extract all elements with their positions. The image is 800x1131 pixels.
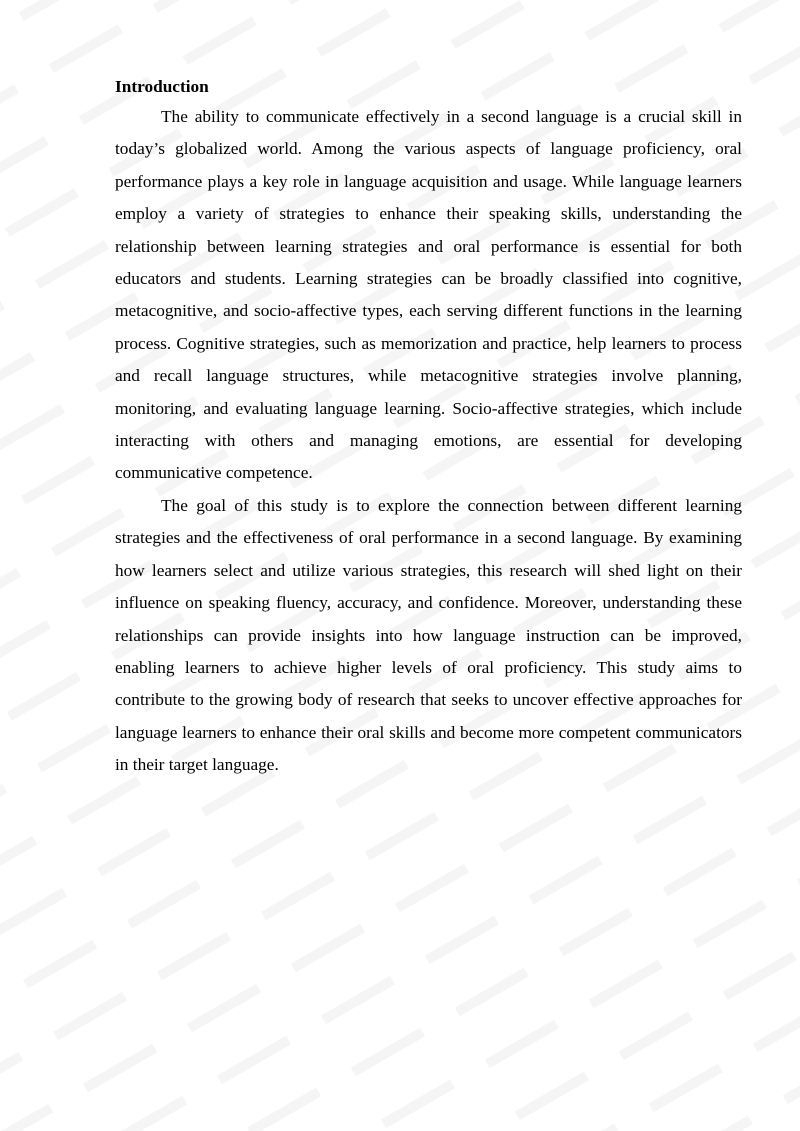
paragraph-1: The ability to communicate effectively in a second language is a crucial skill in today’s globalized world. Among the various aspects of language proficiency, oral performance plays a key role in language acquisition and usage. While language learners employ a variety of strategies to enhance their speaking skills, understanding the relationship between learning strategies and oral performance is essential for both educators and students. Learning strategies can be broadly classified into cognitive, metacognitive, and socio-affective types, each serving different functions in the learning process. Cognitive strategies, such as memorization and practice, help learners to process and recall language structures, while metacognitive strategies involve planning, monitoring, and evaluating language learning. Socio-affective strategies, which include interacting with others and managing emotions, are essential for developing communicative competence. <box>115 107 742 483</box>
paragraph-2: The goal of this study is to explore the connection between different learning strategies and the effectiveness of oral performance in a second language. By examining how learners select and utilize various strategies, this research will shed light on their influence on speaking fluency, accuracy, and confidence. Moreover, understanding these relationships can provide insights into how language instruction can be improved, enabling learners to achieve higher levels of oral proficiency. This study aims to contribute to the growing body of research that seeks to uncover effective approaches for language learners to enhance their oral skills and become more competent communicators in their target language. <box>115 495 742 775</box>
document-body <box>115 74 742 782</box>
section-heading: Introduction <box>115 77 209 96</box>
